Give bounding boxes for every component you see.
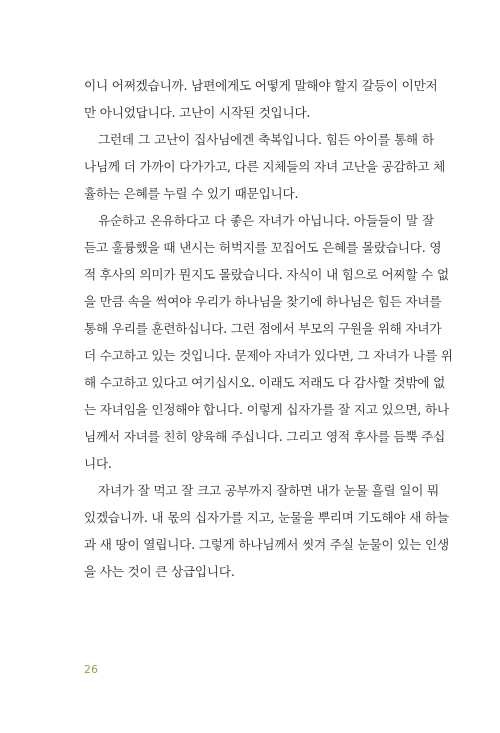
paragraph bbox=[84, 207, 453, 477]
body-text bbox=[84, 72, 453, 585]
text-line: 적 후사의 의미가 뭔지도 몰랐습니다. 자식이 내 힘으로 어찌할 수 없 bbox=[84, 267, 449, 282]
page-number: 26 bbox=[84, 663, 98, 676]
text-line: 는 자녀임을 인정해야 합니다. 이렇게 십자가를 잘 지고 있으면, 하나 bbox=[84, 402, 449, 417]
text-line: 이니 어쩌겠습니까. 남편에게도 어떻게 말해야 할지 갈등이 이만저 bbox=[84, 78, 438, 93]
text-line: 을 사는 것이 큰 상급입니다. bbox=[84, 564, 235, 579]
text-line: 더 수고하고 있는 것입니다. 문제아 자녀가 있다면, 그 자녀가 나를 위 bbox=[84, 348, 453, 363]
text-line: 님께서 자녀를 친히 양육해 주십니다. 그리고 영적 후사를 듬뿍 주십 bbox=[84, 429, 446, 444]
paragraph bbox=[84, 72, 438, 126]
text-line: 유순하고 온유하다고 다 좋은 자녀가 아닙니다. 아들들이 말 잘 bbox=[98, 213, 434, 228]
text-line: 과 새 땅이 열립니다. 그렇게 하나님께서 씻겨 주실 눈물이 있는 인생 bbox=[84, 537, 449, 552]
text-line: 자녀가 잘 먹고 잘 크고 공부까지 잘하면 내가 눈물 흘릴 일이 뭐 bbox=[98, 483, 439, 498]
paragraph bbox=[84, 477, 449, 585]
text-line: 듣고 훌륭했을 때 낸시는 허벅지를 꼬집어도 은혜를 몰랐습니다. 영 bbox=[84, 240, 442, 255]
paragraph bbox=[84, 126, 446, 207]
text-line: 그런데 그 고난이 집사님에겐 축복입니다. 힘든 아이를 통해 하 bbox=[98, 132, 434, 147]
text-line: 해 수고하고 있다고 여기십시오. 이래도 저래도 다 감사할 것밖에 없 bbox=[84, 375, 446, 390]
text-line: 통해 우리를 훈련하십니다. 그런 점에서 부모의 구원을 위해 자녀가 bbox=[84, 321, 442, 336]
text-line: 휼하는 은혜를 누릴 수 있기 때문입니다. bbox=[84, 186, 299, 201]
text-line: 을 만큼 속을 썩여야 우리가 하나님을 찾기에 하나님은 힘든 자녀를 bbox=[84, 294, 442, 309]
text-line: 있겠습니까. 내 몫의 십자가를 지고, 눈물을 뿌리며 기도해야 새 하늘 bbox=[84, 510, 449, 525]
text-line: 니다. bbox=[84, 456, 112, 471]
text-line: 만 아니었답니다. 고난이 시작된 것입니다. bbox=[84, 105, 311, 120]
text-line: 나님께 더 가까이 다가가고, 다른 지체들의 자녀 고난을 공감하고 체 bbox=[84, 159, 446, 174]
